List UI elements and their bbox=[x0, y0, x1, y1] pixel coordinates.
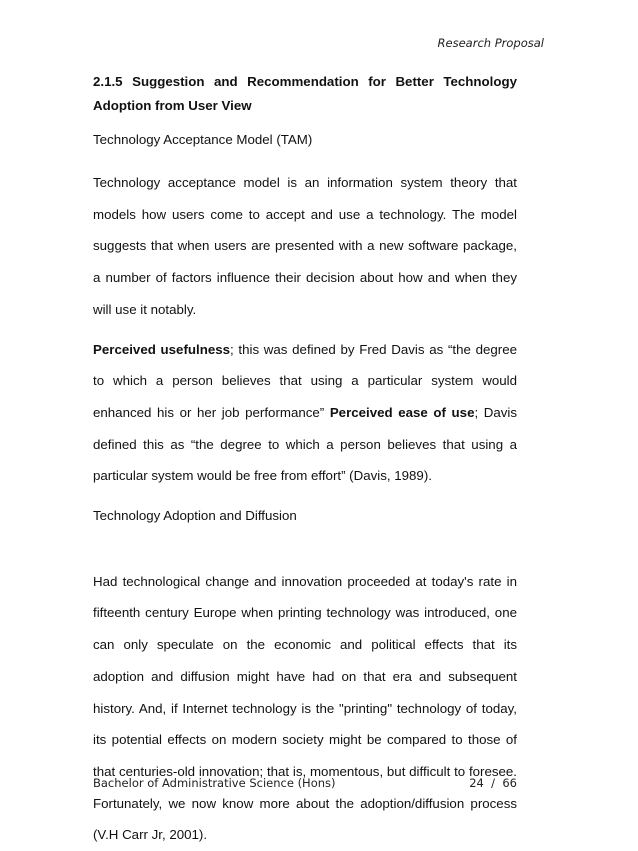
page-total: 66 bbox=[502, 776, 517, 790]
perceived-ease-of-use-term: Perceived ease of use bbox=[329, 404, 475, 420]
perceived-usefulness-term: Perceived usefulness bbox=[93, 341, 231, 357]
running-header: Research Proposal bbox=[437, 36, 544, 50]
diffusion-paragraph: Had technological change and innovation proceeded at today's rate in fifteenth century Europe when printing technology was introduced, one can only speculate on the economic and political effects that its adoption and diffusion might have had on that era and subsequent history. And, if Internet technology is the "printing" technology of today, its potential effects on modern society might be compared to those of that centuries-old innovation; that is, momentous, but difficult to foresee. Fortunately, we now know more about the adoption/diffusion process (V.H Carr Jr, 2001). bbox=[93, 573, 517, 843]
page-current: 24 bbox=[469, 776, 484, 790]
section-heading-line1: 2.1.5 Suggestion and Recommendation for Better Technology bbox=[93, 74, 517, 89]
section-heading-line2: Adoption from User View bbox=[93, 98, 252, 113]
perceived-ease-of-use-text: ; Davis defined this as “the degree to which a person believes that using a particular system would be free from effort” (Davis, 1989). bbox=[93, 404, 518, 484]
diffusion-title: Technology Adoption and Diffusion bbox=[93, 508, 297, 524]
page-content bbox=[93, 70, 517, 851]
footer-course: Bachelor of Administrative Science (Hons) bbox=[93, 776, 336, 790]
page-separator: / bbox=[491, 776, 496, 790]
tam-paragraph: Technology acceptance model is an information system theory that models how users come to accept and use a technology. The model suggests that when users are presented with a new software package, a number of factors influence their decision about how and when they will use it notably. bbox=[93, 175, 517, 317]
section-heading bbox=[93, 70, 517, 118]
tam-title: Technology Acceptance Model (TAM) bbox=[93, 132, 313, 147]
definitions-paragraph bbox=[93, 334, 517, 493]
page-footer bbox=[93, 776, 517, 790]
page-number bbox=[469, 776, 517, 790]
perceived-usefulness-text: ; this was defined by Fred Davis as “the degree to which a person believes that using a particular system would enhanced his or her job performance” bbox=[93, 341, 517, 420]
